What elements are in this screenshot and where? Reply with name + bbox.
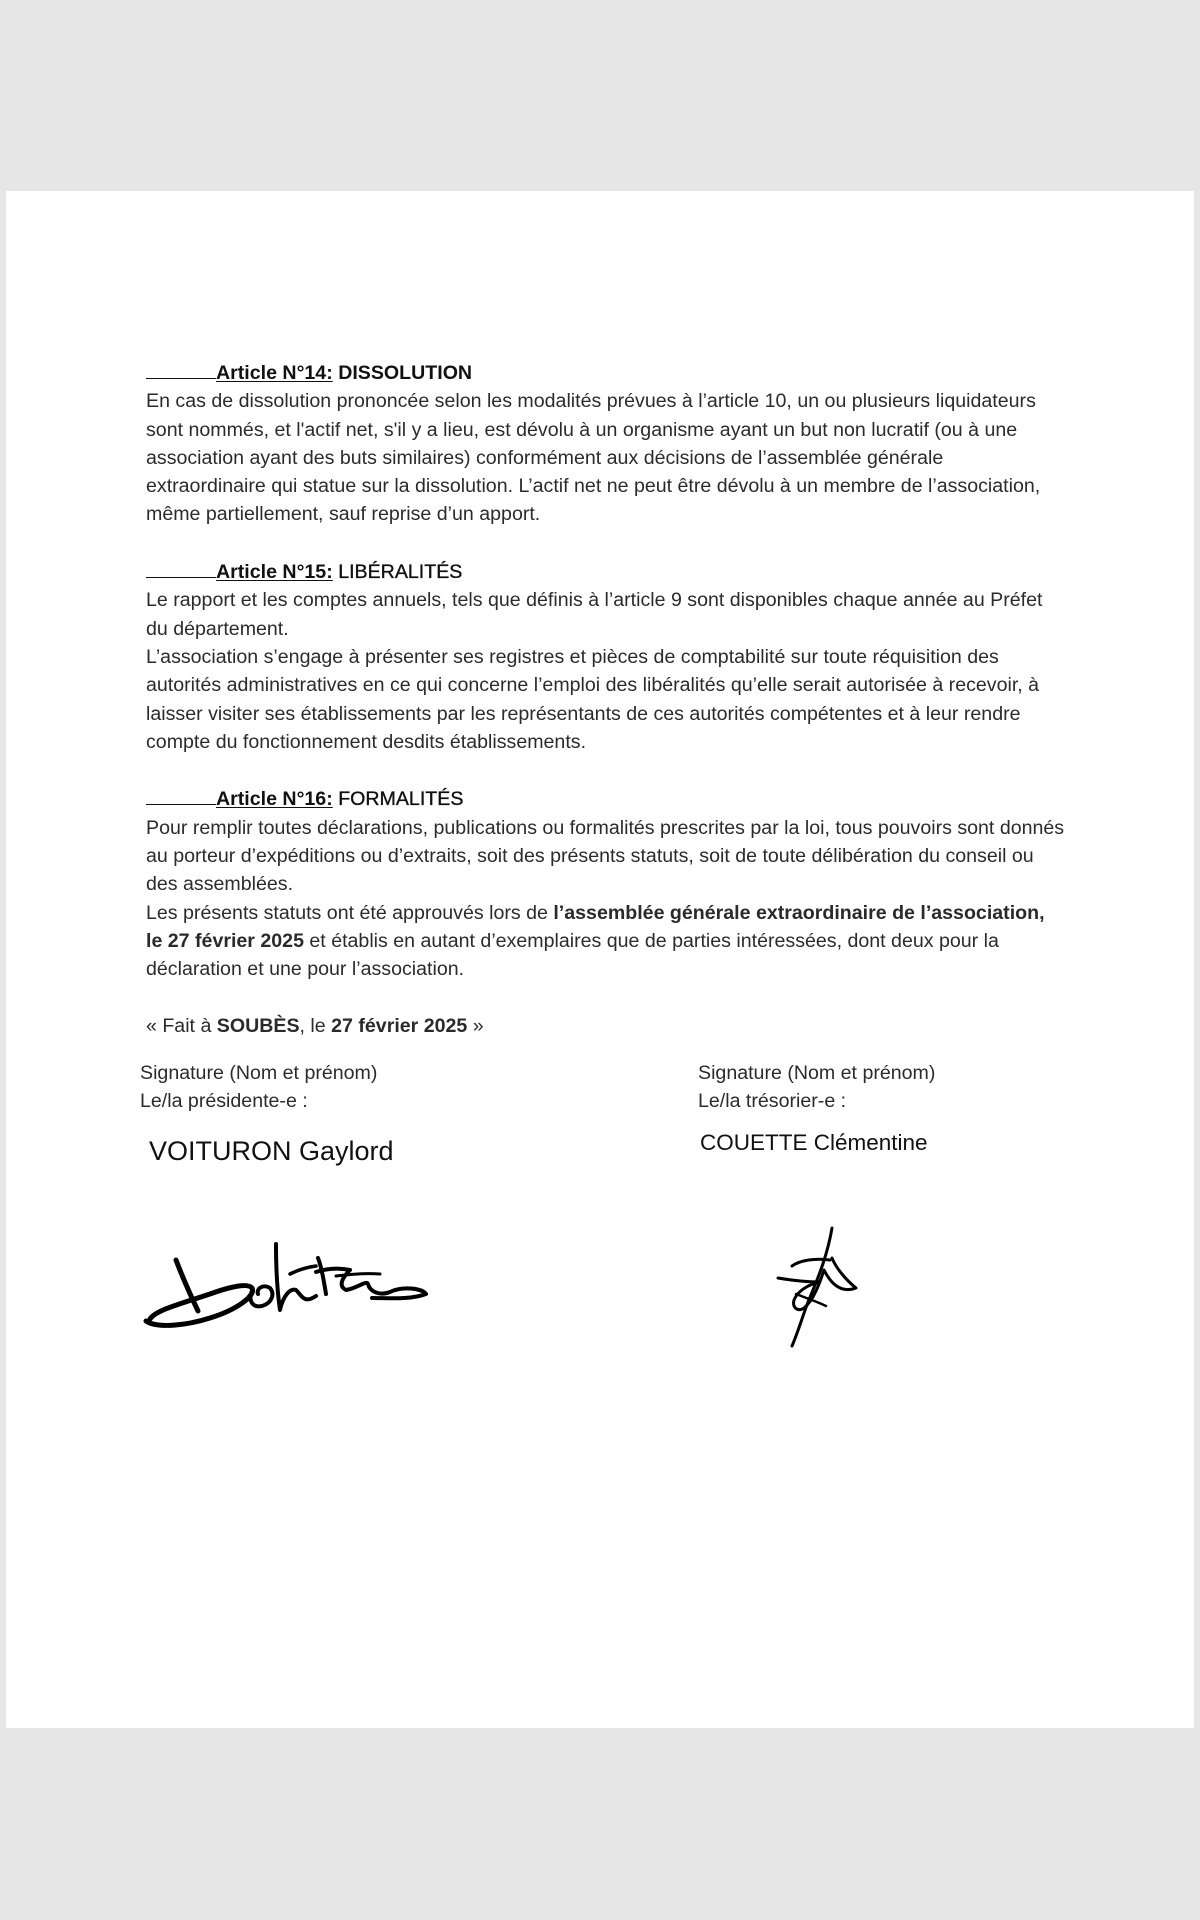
signature-block-president [140, 1059, 377, 1116]
article-16-body-1: Pour remplir toutes déclarations, publications ou formalités prescrites par la loi, tous pouvoirs sont donnés au porteur d’expéditions ou d’extraits, soit des présents statuts, soit de toute délibération du conseil ou des assemblées. [146, 816, 1065, 896]
article-15-heading [146, 557, 1066, 586]
document-page [6, 191, 1194, 1728]
article-14-number: Article N°14: [216, 362, 333, 384]
president-signature-image [140, 1236, 440, 1336]
signature-block-treasurer [698, 1059, 935, 1116]
signature-role-left: Le/la présidente-e : [140, 1090, 308, 1113]
article-15-number: Article N°15: [216, 561, 333, 584]
signature-label-right: Signature (Nom et prénom) [698, 1062, 936, 1084]
treasurer-signature-image [770, 1222, 870, 1352]
signature-label-left: Signature (Nom et prénom) [140, 1062, 378, 1084]
fait-date: 27 février 2025 [331, 1014, 468, 1037]
heading-underline-lead [146, 557, 216, 578]
article-16-heading [146, 784, 1066, 813]
article-16-title: FORMALITÉS [338, 788, 464, 811]
fait-mid: , le [299, 1014, 332, 1037]
article-14-heading [146, 358, 1066, 387]
fait-close: » [467, 1014, 484, 1037]
article-14-title: DISSOLUTION [338, 362, 473, 384]
document-body [146, 358, 1066, 1040]
article-15-title: LIBÉRALITÉS [338, 561, 463, 584]
heading-underline-lead [146, 358, 216, 379]
signature-role-right: Le/la trésorier-e : [698, 1090, 847, 1113]
article-15-body-1: Le rapport et les comptes annuels, tels que définis à l’article 9 sont disponibles chaque année au Préfet du département. [146, 589, 1043, 640]
fait-open: « Fait à [146, 1014, 217, 1037]
article-16-body-2-post: et établis en autant d’exemplaires que de parties intéressées, dont deux pour la déclaration et une pour l’association. [146, 929, 999, 981]
heading-underline-lead [146, 784, 216, 805]
article-16-body-2-bold: l’assemblée générale extraordinaire de l’association, le 27 février 2025 [146, 901, 1045, 952]
fait-a-line [146, 1012, 1066, 1040]
treasurer-name: COUETTE Clémentine [700, 1130, 928, 1155]
article-16-body-2 [146, 899, 1066, 984]
article-15-body-2: L’association s’engage à présenter ses registres et pièces de comptabilité sur toute réquisition des autorités administratives en ce qui concerne l’emploi des libéralités qu’elle serait autorisée à recevoir, à laisser visiter ses établissements par les représentants de ces autorités compétentes et à leur rendre compte du fonctionnement desdits établissements. [146, 645, 1040, 753]
fait-place: SOUBÈS [216, 1014, 300, 1037]
article-16-body-2-pre: Les présents statuts ont été approuvés lors de [146, 901, 554, 924]
president-name: VOITURON Gaylord [149, 1136, 394, 1166]
article-14-body: En cas de dissolution prononcée selon les modalités prévues à l’article 10, un ou plusieurs liquidateurs sont nommés, et l'actif net, s'il y a lieu, est dévolu à un organisme ayant un but non lucratif (ou à une association ayant des buts similaires) conformément aux décisions de l’assemblée générale extraordinaire qui statue sur la dissolution. L’actif net ne peut être dévolu à un membre de l’association, même partiellement, sauf reprise d’un apport. [146, 390, 1041, 526]
article-16-number: Article N°16: [216, 788, 333, 811]
